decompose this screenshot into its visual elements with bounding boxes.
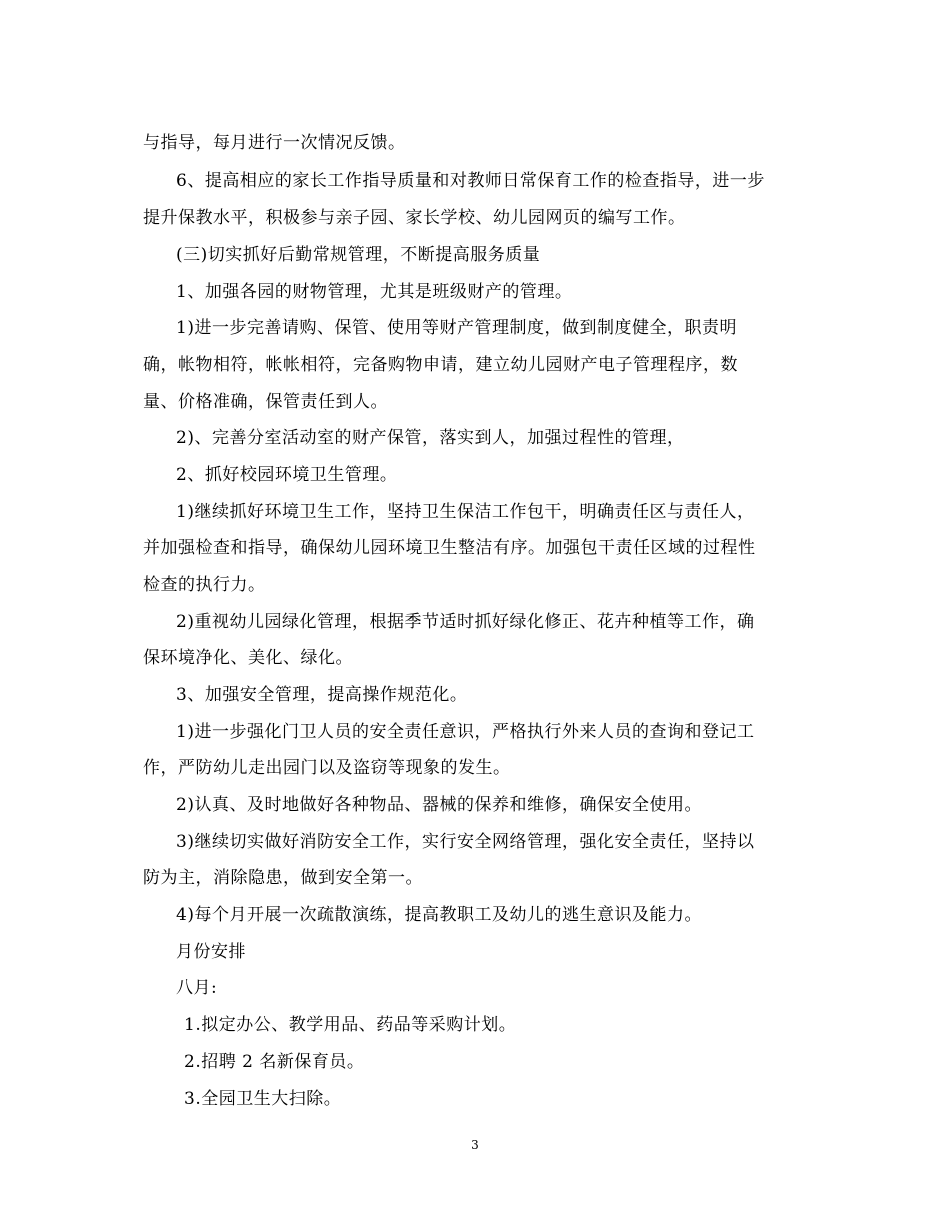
subsection-heading: 2、抓好校园环境卫生管理。 bbox=[176, 465, 398, 485]
text-line: 与指导，每月进行一次情况反馈。 bbox=[143, 133, 406, 153]
month-label: 八月: bbox=[176, 978, 218, 998]
list-item: 2.招聘 2 名新保育员。 bbox=[184, 1052, 365, 1072]
text-line: 6、提高相应的家长工作指导质量和对教师日常保育工作的检查指导，进一步 bbox=[176, 171, 765, 191]
text-line: 2)认真、及时地做好各种物品、器械的保养和维修，确保安全使用。 bbox=[176, 795, 702, 815]
text-line: 量、价格准确，保管责任到人。 bbox=[143, 392, 388, 412]
text-line: 2)、完善分室活动室的财产保管，落实到人，加强过程性的管理， bbox=[176, 428, 685, 448]
text-line: 防为主，消除隐患，做到安全第一。 bbox=[143, 868, 423, 888]
text-line: 提升保教水平，积极参与亲子园、家长学校、幼儿园网页的编写工作。 bbox=[143, 208, 686, 228]
text-line: 4)每个月开展一次疏散演练，提高教职工及幼儿的逃生意识及能力。 bbox=[176, 905, 702, 925]
text-line: 1)继续抓好环境卫生工作，坚持卫生保洁工作包干，明确责任区与责任人， bbox=[176, 502, 755, 522]
subsection-heading: 3、加强安全管理，提高操作规范化。 bbox=[176, 685, 468, 705]
text-line: 检查的执行力。 bbox=[143, 575, 266, 595]
text-line: 2)重视幼儿园绿化管理，根据季节适时抓好绿化修正、花卉种植等工作，确 bbox=[176, 612, 755, 632]
page-number: 3 bbox=[471, 1138, 479, 1152]
text-line: 确，帐物相符，帐帐相符，完备购物申请，建立幼儿园财产电子管理程序，数 bbox=[143, 355, 738, 375]
section-heading: (三)切实抓好后勤常规管理，不断提高服务质量 bbox=[176, 245, 541, 265]
text-line: 并加强检查和指导，确保幼儿园环境卫生整洁有序。加强包干责任区域的过程性 bbox=[143, 538, 756, 558]
text-line: 1)进一步强化门卫人员的安全责任意识，严格执行外来人员的查询和登记工 bbox=[176, 722, 755, 742]
text-line: 3)继续切实做好消防安全工作，实行安全网络管理，强化安全责任，坚持以 bbox=[176, 832, 755, 852]
subsection-heading: 1、加强各园的财物管理，尤其是班级财产的管理。 bbox=[176, 282, 573, 302]
text-line: 保环境净化、美化、绿化。 bbox=[143, 648, 353, 668]
month-schedule-heading: 月份安排 bbox=[176, 942, 246, 962]
text-line: 1)进一步完善请购、保管、使用等财产管理制度，做到制度健全，职责明 bbox=[176, 318, 737, 338]
list-item: 3.全园卫生大扫除。 bbox=[184, 1089, 342, 1109]
text-line: 作，严防幼儿走出园门以及盗窃等现象的发生。 bbox=[143, 758, 511, 778]
list-item: 1.拟定办公、教学用品、药品等采购计划。 bbox=[184, 1015, 517, 1035]
